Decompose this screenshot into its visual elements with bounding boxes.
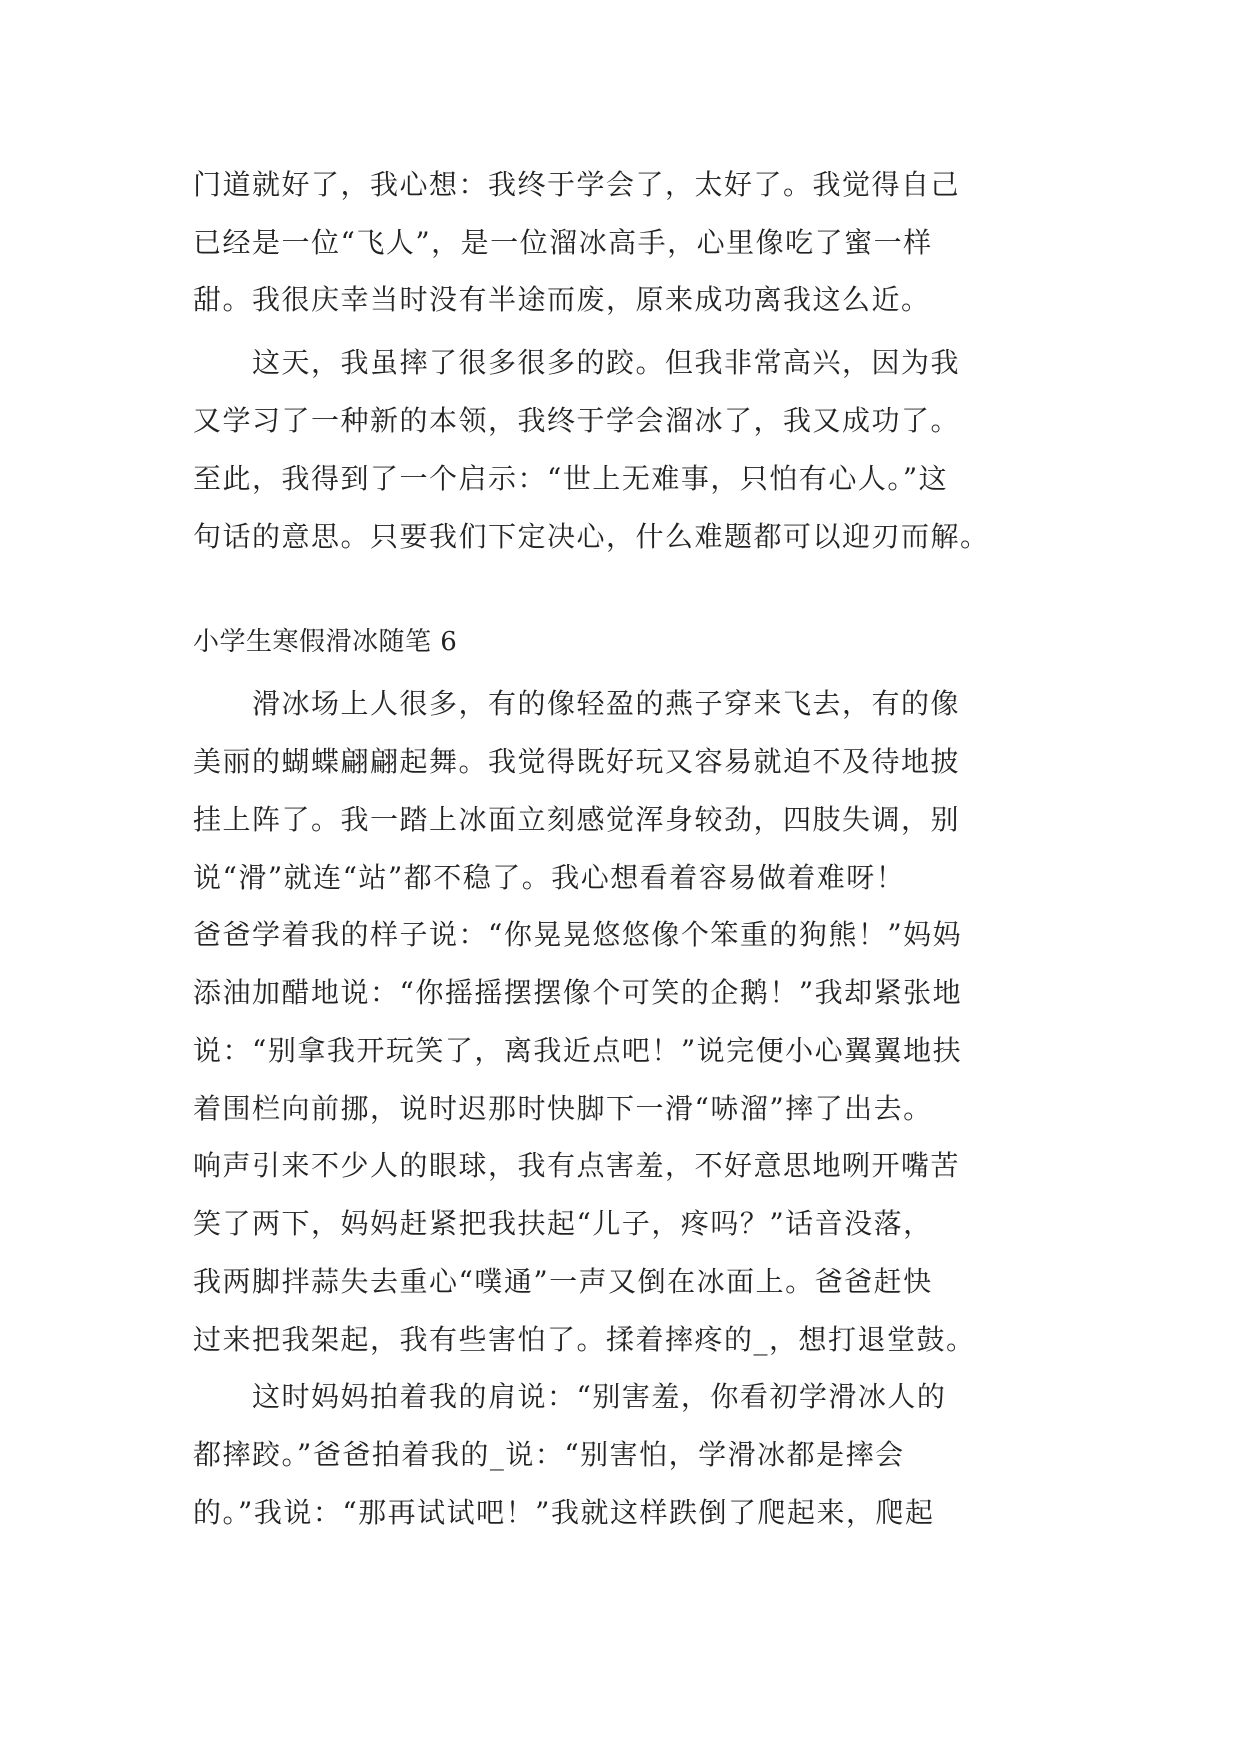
para2-line: 又学习了一种新的本领，我终于学会溜冰了，我又成功了。 bbox=[193, 404, 961, 437]
para3-line: 说“滑”就连“站”都不稳了。我心想看着容易做着难呀！ bbox=[193, 861, 906, 894]
para3-line: 着围栏向前挪，说时迟那时快脚下一滑“哧溜”摔了出去。 bbox=[193, 1092, 933, 1125]
para3-line: 说：“别拿我开玩笑了，离我近点吧！”说完便小心翼翼地扶 bbox=[193, 1034, 963, 1067]
para3-line: 挂上阵了。我一踏上冰面立刻感觉浑身较劲，四肢失调，别 bbox=[193, 803, 961, 836]
para2-line: 句话的意思。只要我们下定决心，什么难题都可以迎刃而解。 bbox=[193, 520, 990, 553]
para4-line: 的。”我说：“那再试试吧！”我就这样跌倒了爬起来，爬起 bbox=[193, 1496, 935, 1529]
para1-line: 已经是一位“飞人”，是一位溜冰高手，心里像吃了蜜一样 bbox=[193, 226, 933, 259]
para2-line: 这天，我虽摔了很多很多的跤。但我非常高兴，因为我 bbox=[193, 346, 961, 379]
para3-line: 美丽的蝴蝶翩翩起舞。我觉得既好玩又容易就迫不及待地披 bbox=[193, 745, 961, 778]
para3-line: 响声引来不少人的眼球，我有点害羞，不好意思地咧开嘴苦 bbox=[193, 1149, 961, 1182]
para2-line: 至此，我得到了一个启示：“世上无难事，只怕有心人。”这 bbox=[193, 462, 949, 495]
para3-line: 笑了两下，妈妈赶紧把我扶起“儿子，疼吗？”话音没落， bbox=[193, 1207, 933, 1240]
para1-line: 门道就好了，我心想：我终于学会了，太好了。我觉得自己 bbox=[193, 168, 961, 201]
para3-line: 添油加醋地说：“你摇摇摆摆像个可笑的企鹅！”我却紧张地 bbox=[193, 976, 963, 1009]
para3-line: 过来把我架起，我有些害怕了。揉着摔疼的_，想打退堂鼓。 bbox=[193, 1323, 976, 1356]
para4-line: 这时妈妈拍着我的肩说：“别害羞，你看初学滑冰人的 bbox=[193, 1380, 947, 1413]
para3-line: 滑冰场上人很多，有的像轻盈的燕子穿来飞去，有的像 bbox=[193, 687, 961, 720]
para4-line: 都摔跤。”爸爸拍着我的_说：“别害怕，学滑冰都是摔会 bbox=[193, 1438, 905, 1471]
para3-line: 爸爸学着我的样子说：“你晃晃悠悠像个笨重的狗熊！”妈妈 bbox=[193, 918, 963, 951]
section-heading: 小学生寒假滑冰随笔 6 bbox=[193, 627, 458, 657]
para3-line: 我两脚拌蒜失去重心“噗通”一声又倒在冰面上。爸爸赶快 bbox=[193, 1265, 933, 1298]
para1-line: 甜。我很庆幸当时没有半途而废，原来成功离我这么近。 bbox=[193, 283, 931, 316]
